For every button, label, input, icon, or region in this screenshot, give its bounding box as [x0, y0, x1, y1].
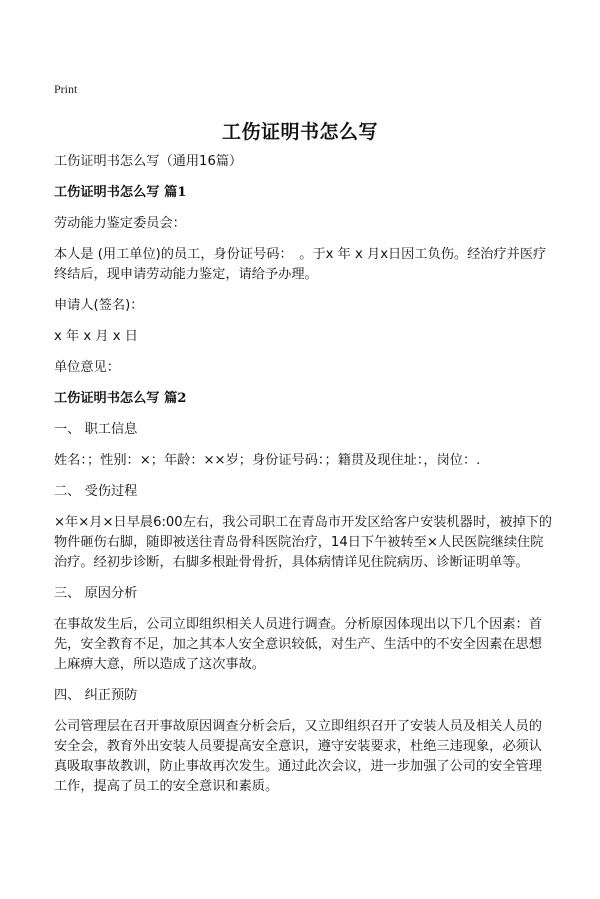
section3-title: 三、 原因分析	[54, 586, 138, 601]
section4-title: 四、 纠正预防	[54, 688, 138, 703]
article1-unit-opinion: 单位意见：	[54, 360, 120, 375]
document-content	[54, 152, 554, 808]
section2-title: 二、 受伤过程	[54, 484, 138, 499]
article1-applicant: 申请人(签名)：	[54, 298, 144, 313]
article1-heading: 工伤证明书怎么写 篇1	[54, 185, 187, 200]
article1-addressee: 劳动能力鉴定委员会：	[54, 216, 186, 231]
page-title: 工伤证明书怎么写	[221, 121, 378, 143]
subtitle: 工伤证明书怎么写（通用16篇）	[54, 154, 243, 169]
section4-body: 公司管理层在召开事故原因调查分析会后，又立即组织召开了安装人员及相关人员的安全会，教育外出安装人员要提高安全意识，遵守安装要求，杜绝三违现象，必须认真吸取事故教训，防止事故再次发生。通过此次会议，进一步加强了公司的安全管理工作，提高了员工的安全意识和素质。	[54, 719, 542, 794]
section3-body: 在事故发生后，公司立即组织相关人员进行调查。分析原因体现出以下几个因素：首先，安全教育不足，加之其本人安全意识较低，对生产、生活中的不安全因素在思想上麻痹大意，所以造成了这次事故。	[54, 617, 542, 672]
section1-body: 姓名：；性别：×；年龄：××岁；身份证号码：；籍贯及现住址：，岗位：.	[54, 453, 481, 468]
print-label: Print	[54, 82, 78, 96]
article1-date: x 年 x 月 x 日	[54, 329, 138, 344]
section2-body: ×年×月×日早晨6:00左右，我公司职工在青岛市开发区给客户安装机器时，被掉下的物件砸伤右脚，随即被送往青岛骨科医院治疗，14日下午被转至×人民医院继续住院治疗。经初步诊断，右脚多根趾骨骨折，具体病情详见住院病历、诊断证明单等。	[54, 515, 552, 570]
section1-title: 一、 职工信息	[54, 422, 138, 437]
article2-heading: 工伤证明书怎么写 篇2	[54, 391, 187, 406]
article1-body: 本人是 (用工单位)的员工，身份证号码： 。于x 年 x 月x日因工负伤。经治疗并医疗终结后，现申请劳动能力鉴定，请给予办理。	[54, 247, 547, 282]
